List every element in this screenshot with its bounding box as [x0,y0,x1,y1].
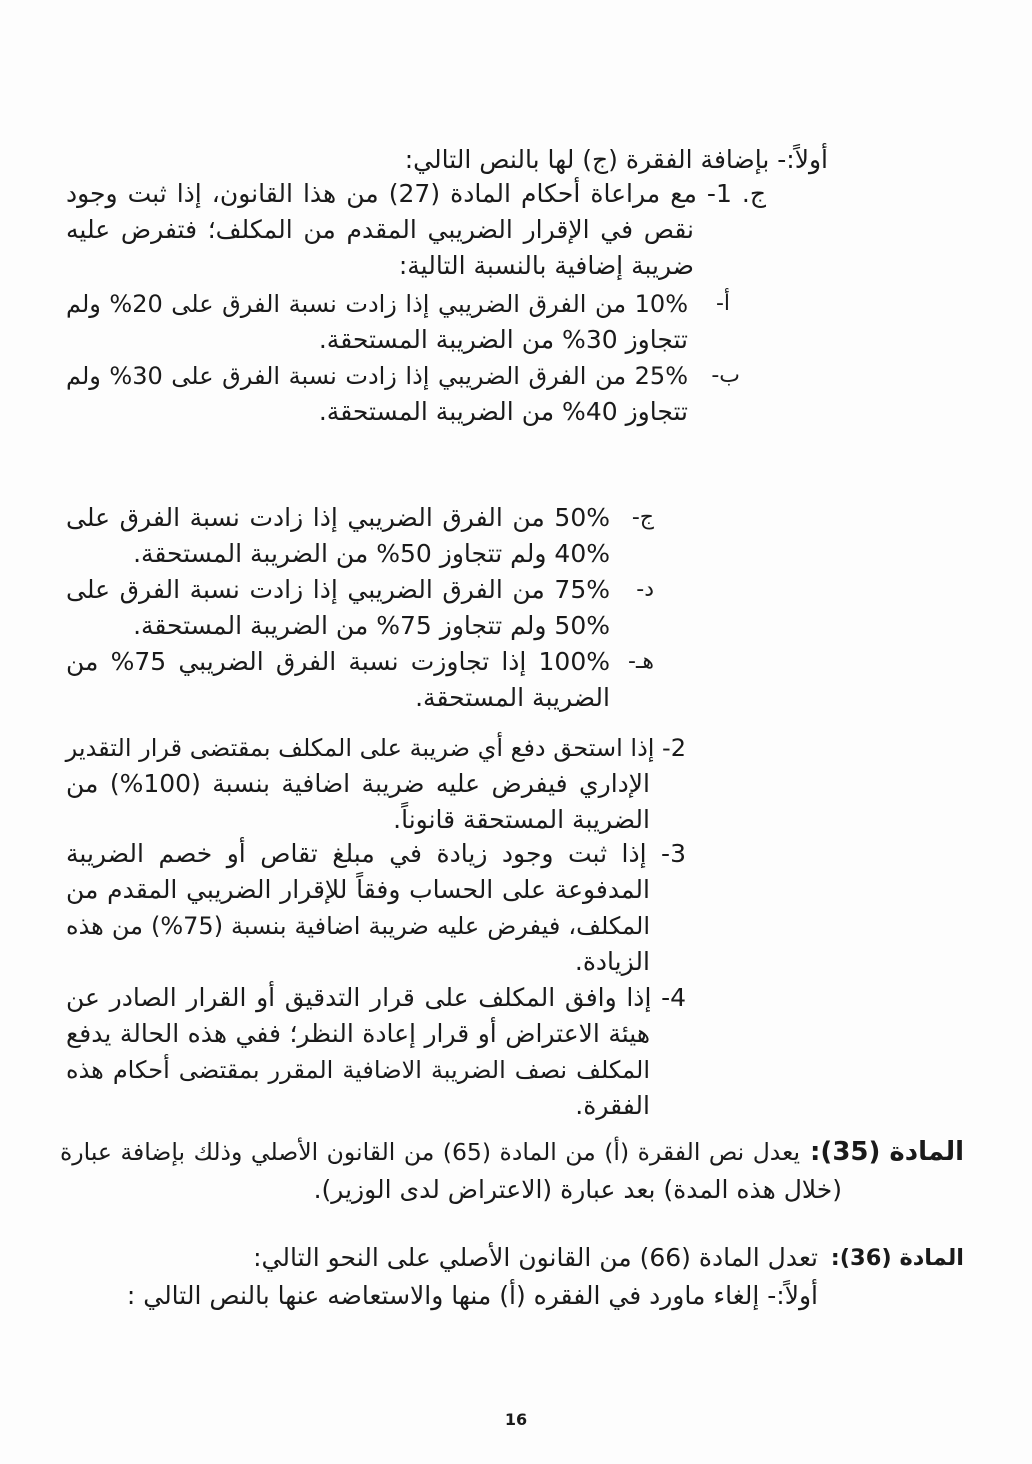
clause-line: ج. 1- مع مراعاة أحكام المادة (27) من هذا القانون، إذا ثبت وجود [66,179,767,208]
item-marker: ج- [631,505,654,530]
item-marker: أ- [715,291,730,316]
clause-line: 3- إذا ثبت وجود زيادة في مبلغ تقاص أو خصم الضريبة [66,839,686,868]
clause-line: هيئة الاعتراض أو قرار إعادة النظر؛ ففي هذه الحالة يدفع [66,1019,650,1048]
item-line: 10% من الفرق الضريبي إذا زادت نسبة الفرق على 20% ولم [66,290,688,318]
article-36-text: تعدل المادة (66) من القانون الأصلي على النحو التالي: [253,1243,818,1272]
item-line: الضريبة المستحقة. [415,683,610,712]
item-line: 50% ولم تتجاوز 75% من الضريبة المستحقة. [133,611,610,640]
item-line: 25% من الفرق الضريبي إذا زادت نسبة الفرق على 30% ولم [66,362,688,390]
page-number: 16 [504,1410,528,1429]
item-line: تتجاوز 40% من الضريبة المستحقة. [318,397,688,426]
item-line: تتجاوز 30% من الضريبة المستحقة. [318,325,688,354]
article-35-text: يعدل نص الفقرة (أ) من المادة (65) من القانون الأصلي وذلك بإضافة عبارة [60,1138,800,1166]
clause-line: نقص في الإقرار الضريبي المقدم من المكلف؛ فتفرض عليه [66,215,694,244]
clause-line: المكلف، فيفرض عليه ضريبة اضافية بنسبة (75%) من هذه [66,912,650,940]
clause-line: الفقرة. [575,1091,650,1120]
item-line: 40% ولم تتجاوز 50% من الضريبة المستحقة. [133,539,610,568]
clause-line: الإداري فيفرض عليه ضريبة اضافية بنسبة (100%) من [66,769,650,798]
clause-line: المدفوعة على الحساب وفقاً للإقرار الضريبي المقدم من [66,875,650,904]
item-marker: د- [636,577,654,602]
item-marker: ب- [711,363,740,388]
clause-line: 4- إذا وافق المكلف على قرار التدقيق أو القرار الصادر عن [66,983,686,1012]
item-line: 75% من الفرق الضريبي إذا زادت نسبة الفرق على [66,575,610,604]
article-35-heading: المادة (35): [810,1137,964,1167]
article-35-text: (خلال هذه المدة) بعد عبارة (الاعتراض لدى الوزير). [313,1175,842,1204]
item-line: 50% من الفرق الضريبي إذا زادت نسبة الفرق على [66,503,610,532]
clause-line: المكلف نصف الضريبة الاضافية المقرر بمقتضى أحكام هذه [66,1056,650,1084]
item-marker: هـ- [628,649,654,674]
section-heading: أولاً:- بإضافة الفقرة (ج) لها بالنص التالي: [404,145,828,174]
clause-line: ضريبة إضافية بالنسبة التالية: [398,251,694,280]
clause-line: 2- إذا استحق دفع أي ضريبة على المكلف بمقتضى قرار التقدير [65,734,686,762]
item-line: 100% إذا تجاوزت نسبة الفرق الضريبي 75% من [66,647,610,676]
article-36-heading: المادة (36): [830,1245,964,1271]
clause-line: الزيادة. [574,947,650,976]
article-36-item: أولاً:- إلغاء ماورد في الفقره (أ) منها والاستعاضه عنها بالنص التالي : [126,1281,818,1310]
clause-line: الضريبة المستحقة قانوناً. [393,805,650,834]
